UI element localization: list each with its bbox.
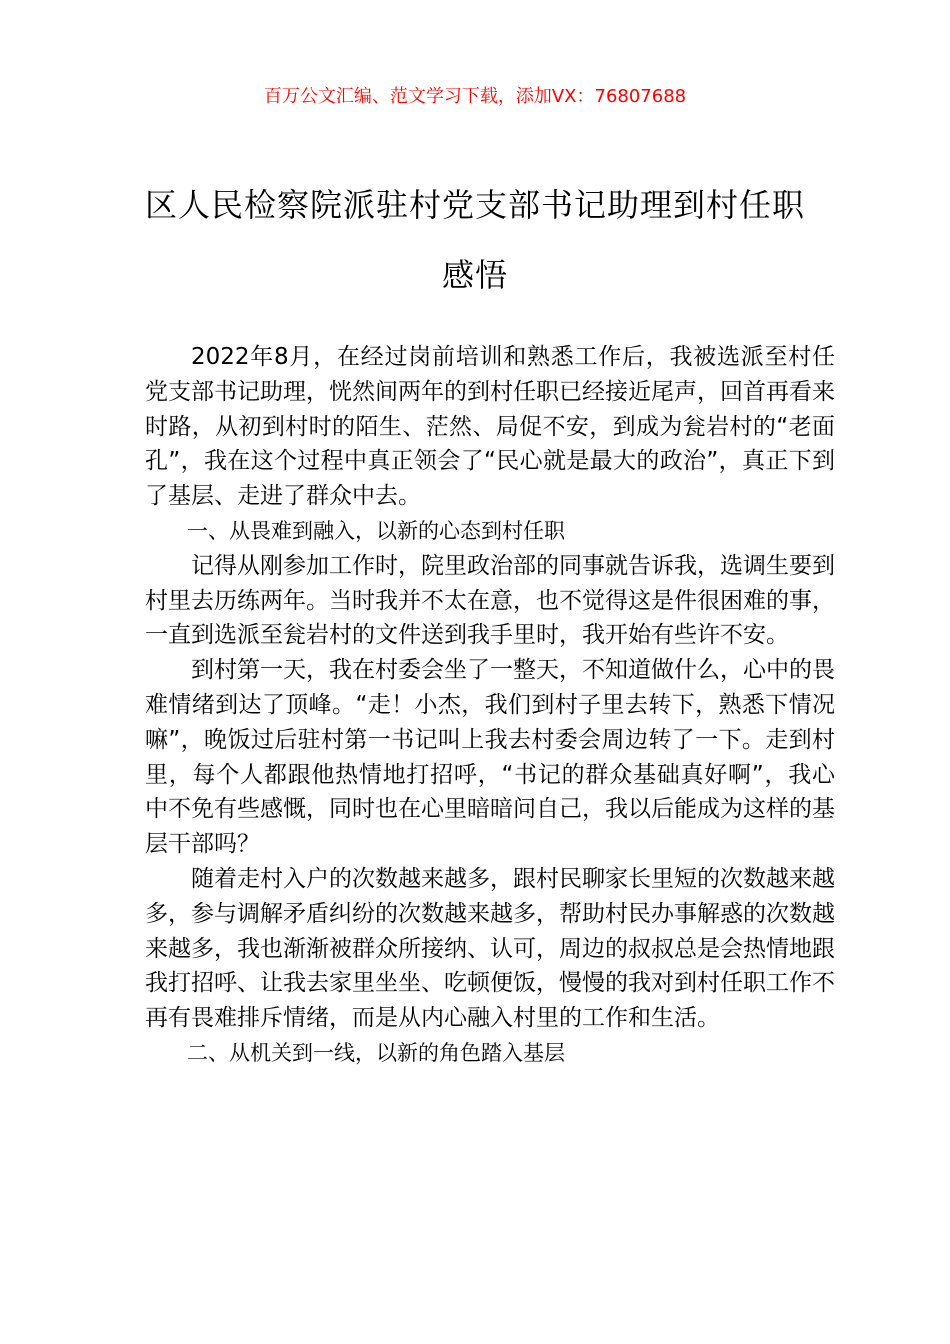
section-heading-2: 二、从机关到一线，以新的角色踏入基层	[187, 1040, 565, 1065]
document-body	[145, 340, 835, 1071]
paragraph: 记得从刚参加工作时，院里政治部的同事就告诉我，选调生要到村里去历练两年。当时我并不太在意，也不觉得这是件很困难的事，一直到选派至瓮岩村的文件送到我手里时，我开始有些许不安。	[145, 552, 835, 649]
document-title: 区人民检察院派驻村党支部书记助理到村任职感悟	[144, 186, 805, 294]
paragraph: 随着走村入户的次数越来越多，跟村民聊家长里短的次数越来越多，参与调解矛盾纠纷的次数越来越多，帮助村民办事解惑的次数越来越多，我也渐渐被群众所接纳、认可，周边的叔叔总是会热情地跟我打招呼、让我去家里坐坐、吃顿便饭，慢慢的我对到村任职工作不再有畏难排斥情绪，而是从内心融入村里的工作和生活。	[145, 865, 835, 1032]
section-heading-1: 一、从畏难到融入，以新的心态到村任职	[187, 518, 565, 543]
header-note: 百万公文汇编、范文学习下载，添加VX：76807688	[263, 86, 687, 107]
paragraph-intro: 2022年8月，在经过岗前培训和熟悉工作后，我被选派至村任党支部书记助理，恍然间两年的到村任职已经接近尾声，回首再看来时路，从初到村时的陌生、茫然、局促不安，到成为瓮岩村的“老面孔”，我在这个过程中真正领会了“民心就是最大的政治”，真正下到了基层、走进了群众中去。	[145, 344, 835, 510]
paragraph: 到村第一天，我在村委会坐了一整天，不知道做什么，心中的畏难情绪到达了顶峰。“走！小杰，我们到村子里去转下，熟悉下情况嘛”，晚饭过后驻村第一书记叫上我去村委会周边转了一下。走到村里，每个人都跟他热情地打招呼，“书记的群众基础真好啊”，我心中不免有些感慨，同时也在心里暗暗问自己，我以后能成为这样的基层干部吗？	[145, 657, 835, 858]
